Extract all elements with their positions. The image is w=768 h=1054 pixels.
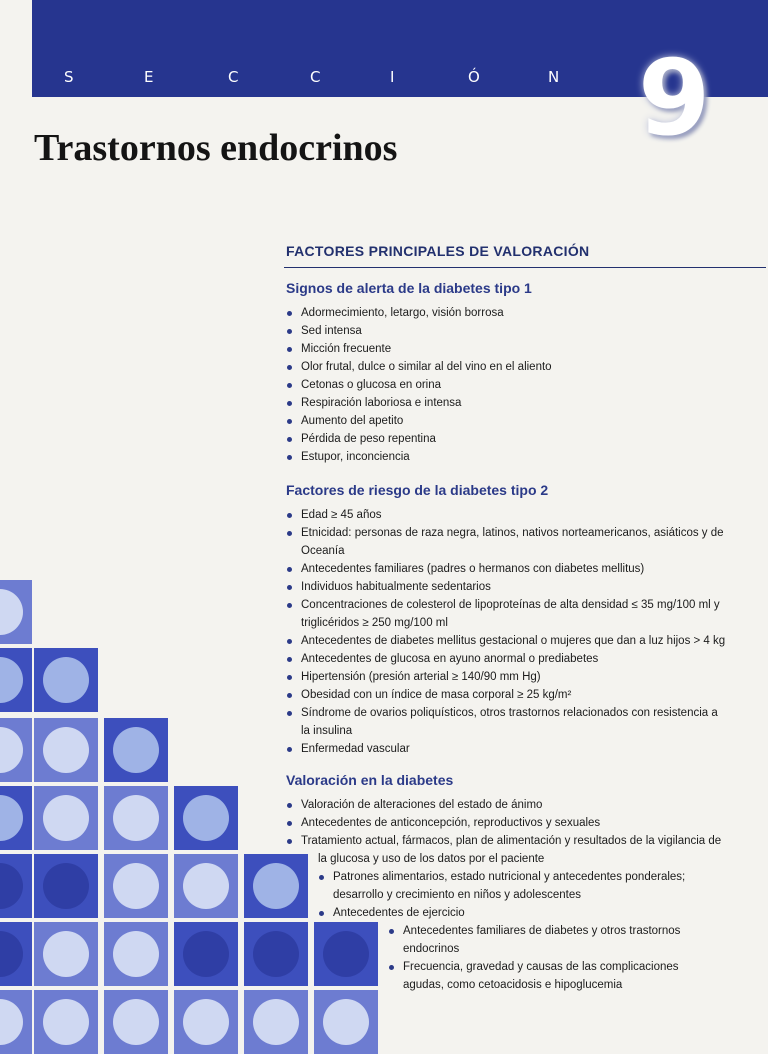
list-item: Concentraciones de colesterol de lipoproteínas de alta densidad ≤ 35 mg/100 ml y triglicéridos ≥ 250 mg/100 ml [286,596,726,632]
decorative-tile [34,786,98,850]
main-heading: FACTORES PRINCIPALES DE VALORACIÓN [286,243,590,259]
chapter-number: 9 [638,37,711,159]
decorative-tile [34,990,98,1054]
decorative-tile [0,922,32,986]
list-item: Valoración de alteraciones del estado de ánimo [286,796,726,814]
section-letter: Ó [468,68,481,86]
list-item: Síndrome de ovarios poliquísticos, otros trastornos relacionados con resistencia a la insulina [286,704,726,740]
decorative-tile [34,648,98,712]
list-item: Individuos habitualmente sedentarios [286,578,726,596]
decorative-tile [174,854,238,918]
decorative-tile [0,648,32,712]
decorative-tile [0,786,32,850]
decorative-tile [0,580,32,644]
list-item: Tratamiento actual, fármacos, plan de alimentación y resultados de la vigilancia de [286,832,726,850]
decorative-tile [0,854,32,918]
list-item: Cetonas o glucosa en orina [286,376,726,394]
list-item: Estupor, inconciencia [286,448,726,466]
decorative-tile [0,718,32,782]
decorative-tile [314,990,378,1054]
decorative-tile [104,922,168,986]
decorative-tile [174,990,238,1054]
type2-risk-list [286,506,726,758]
section-letter: I [390,68,396,86]
list-item: Enfermedad vascular [286,740,726,758]
list-item: Olor frutal, dulce o similar al del vino en el aliento [286,358,726,376]
section-heading-type2-risk: Factores de riesgo de la diabetes tipo 2 [286,482,549,498]
decorative-tile [314,922,378,986]
list-item: Micción frecuente [286,340,726,358]
list-item: Hipertensión (presión arterial ≥ 140/90 mm Hg) [286,668,726,686]
list-item: Adormecimiento, letargo, visión borrosa [286,304,726,322]
decorative-tile [104,854,168,918]
decorative-tile [244,922,308,986]
section-letter: C [310,68,322,86]
list-item: Aumento del apetito [286,412,726,430]
decorative-tile [174,786,238,850]
assessment-list [286,796,726,850]
decorative-tile [104,990,168,1054]
list-item: Antecedentes de anticoncepción, reproductivos y sexuales [286,814,726,832]
heading-divider [284,267,766,268]
decorative-tile [34,854,98,918]
page-title: Trastornos endocrinos [34,127,398,169]
decorative-tile [174,922,238,986]
list-item: Antecedentes de ejercicio [318,904,718,922]
section-heading-type1-signs: Signos de alerta de la diabetes tipo 1 [286,280,532,296]
decorative-tile [0,990,32,1054]
list-item: Antecedentes de diabetes mellitus gestacional o mujeres que dan a luz hijos > 4 kg [286,632,726,650]
list-item: Antecedentes familiares (padres o hermanos con diabetes mellitus) [286,560,726,578]
list-item: Sed intensa [286,322,726,340]
list-item: Respiración laboriosa e intensa [286,394,726,412]
assessment-sublist [318,868,718,922]
section-letter: C [228,68,240,86]
list-item: Pérdida de peso repentina [286,430,726,448]
list-item: Patrones alimentarios, estado nutricional y antecedentes ponderales; desarrollo y crecimiento en niños y adolescentes [318,868,718,904]
section-letter: S [64,68,75,86]
section-letter: E [144,68,155,86]
decorative-tile [244,990,308,1054]
list-item: Antecedentes familiares de diabetes y otros trastornos endocrinos [388,922,718,958]
type1-signs-list [286,304,726,466]
decorative-tile [34,922,98,986]
list-item: Frecuencia, gravedad y causas de las complicaciones agudas, como cetoacidosis e hipoglucemia [388,958,718,994]
list-item: Antecedentes de glucosa en ayuno anormal o prediabetes [286,650,726,668]
list-item: Obesidad con un índice de masa corporal ≥ 25 kg/m² [286,686,726,704]
decorative-tile [244,854,308,918]
decorative-tile [34,718,98,782]
section-heading-assessment: Valoración en la diabetes [286,772,454,788]
decorative-tile [104,718,168,782]
list-item-continuation: la glucosa y uso de los datos por el paciente [318,853,545,865]
list-item: Etnicidad: personas de raza negra, latinos, nativos norteamericanos, asiáticos y de Oceanía [286,524,726,560]
assessment-subsublist [388,922,718,994]
list-item: Edad ≥ 45 años [286,506,726,524]
section-letter: N [548,68,561,86]
decorative-tile [104,786,168,850]
